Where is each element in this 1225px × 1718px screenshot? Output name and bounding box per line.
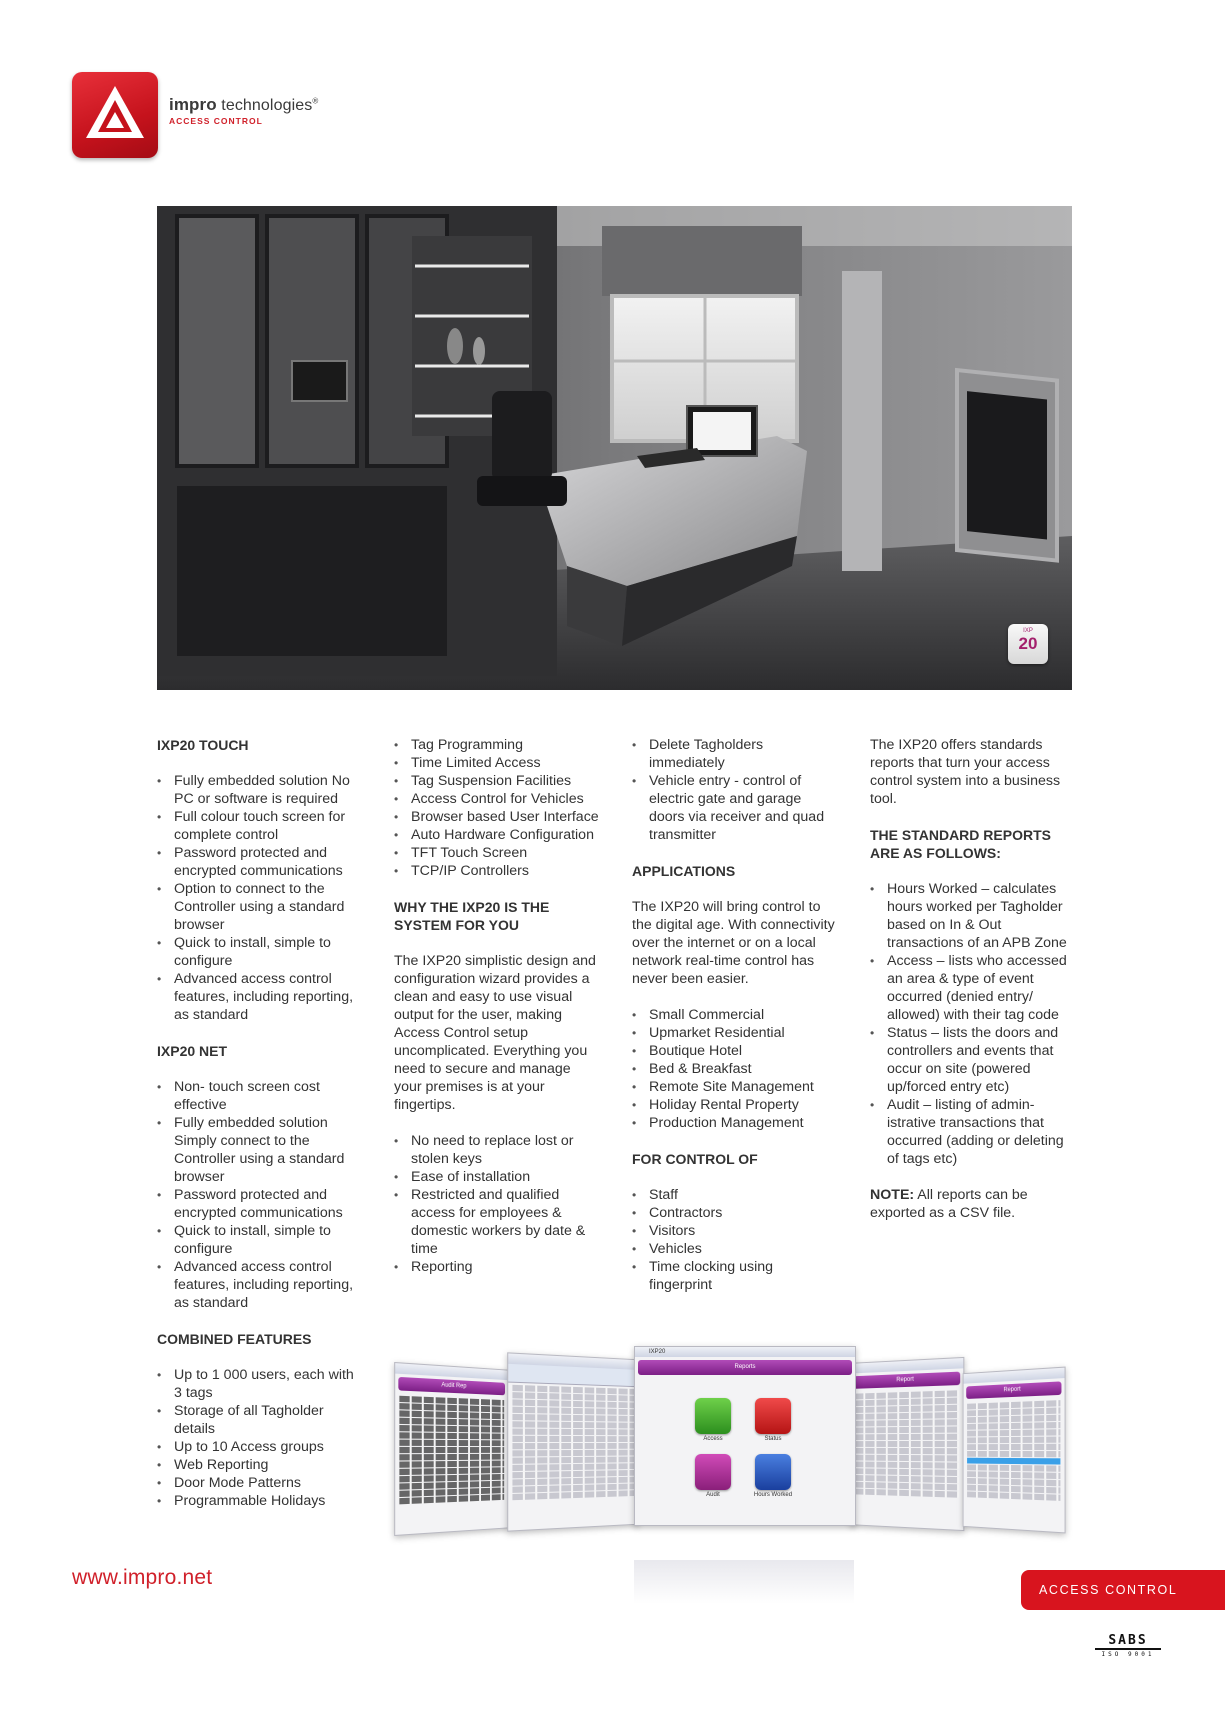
note-text: All reports can be exported as a CSV file. (870, 1187, 1028, 1221)
list-item: • Staff (632, 1186, 837, 1204)
access-report-window (850, 1357, 965, 1531)
main-window-title: IXP20 (635, 1347, 855, 1357)
list-item: • Fully embedded solution Simply connect to the Controller using a standard browser (157, 1114, 362, 1186)
ixp20-touch-heading: IXP20 TOUCH (157, 737, 249, 753)
spreadsheet-rows (508, 1383, 638, 1504)
extra-features-list (632, 736, 837, 844)
net-list (157, 1078, 362, 1312)
hours-worked-icon[interactable] (755, 1454, 791, 1490)
audit-report-window (394, 1362, 508, 1536)
reports-bar-label: Reports (734, 1364, 756, 1370)
brand-name-rest: technologies (216, 97, 313, 114)
list-item: • Up to 10 Access groups (157, 1438, 362, 1456)
registered-mark: ® (312, 96, 319, 106)
reports-intro: The IXP20 offers standards reports that turn your access control system into a business tool. (870, 737, 1061, 807)
list-item: • Tag Programming (394, 736, 599, 754)
reports-list (870, 880, 1075, 1168)
audit-report-icon[interactable] (695, 1454, 731, 1490)
column-3 (632, 736, 837, 1294)
access-report-bar: Report (853, 1372, 960, 1389)
impro-logo (72, 72, 158, 158)
audit-rows (395, 1393, 507, 1507)
list-item: • Audit – listing of admin- istrative transactions that occurred (adding or deleting of tags etc) (870, 1096, 1075, 1168)
list-item: • TFT Touch Screen (394, 844, 599, 862)
list-item: • Quick to install, simple to configure (157, 1222, 362, 1258)
list-item: • Programmable Holidays (157, 1492, 362, 1510)
brand-tagline: ACCESS CONTROL (169, 116, 263, 126)
list-item: • Reporting (394, 1258, 599, 1276)
combined-list (157, 1366, 362, 1510)
screenshot-reflection (634, 1560, 854, 1604)
spreadsheet-window (507, 1352, 639, 1531)
list-item: • Ease of installation (394, 1168, 599, 1186)
note (870, 1186, 1075, 1222)
list-item: • Status – lists the doors and controllers and events that occur on site (powered up/forced entry etc) (870, 1024, 1075, 1096)
applications-text: The IXP20 will bring control to the digital age. With connectivity over the internet or on a local network real-time control has never been easier. (632, 899, 835, 987)
ixp20-net-heading: IXP20 NET (157, 1043, 228, 1059)
brand-name (169, 95, 318, 115)
hours-worked-label: Hours Worked (753, 1492, 793, 1498)
status-report-icon[interactable] (755, 1398, 791, 1434)
list-item: • Upmarket Residential (632, 1024, 837, 1042)
list-item: • Advanced access control features, including reporting, as standard (157, 970, 362, 1024)
reports-heading-line-2: ARE AS FOLLOWS: (870, 845, 1001, 861)
list-item: • Bed & Breakfast (632, 1060, 837, 1078)
combined-features-heading: COMBINED FEATURES (157, 1331, 312, 1347)
status-rows (964, 1398, 1065, 1504)
status-label: Status (764, 1436, 782, 1442)
applications-heading: APPLICATIONS (632, 863, 736, 879)
column-2 (394, 736, 599, 1276)
list-item: • Hours Worked – calculates hours worked per Tagholder based on In & Out transactions of an APB Zone (870, 880, 1075, 952)
list-item: • Browser based User Interface (394, 808, 599, 826)
why-heading-line-2: SYSTEM FOR YOU (394, 917, 519, 933)
list-item: • Boutique Hotel (632, 1042, 837, 1060)
why-heading-line-1: WHY THE IXP20 IS THE (394, 899, 550, 915)
list-item: • Option to connect to the Controller using a standard browser (157, 880, 362, 934)
sabs-iso-mark (1095, 1634, 1161, 1658)
touch-list (157, 772, 362, 1024)
list-item: • Tag Suspension Facilities (394, 772, 599, 790)
note-label: NOTE: (870, 1187, 915, 1203)
list-item: • Contractors (632, 1204, 837, 1222)
list-item: • Fully embedded solution No PC or software is required (157, 772, 362, 808)
audit-label: Audit (706, 1492, 720, 1498)
column-1 (157, 736, 362, 1510)
badge-number: 20 (1018, 634, 1038, 653)
why-heading (394, 898, 599, 934)
badge-label: IXP (1023, 628, 1033, 634)
list-item: • Vehicles (632, 1240, 837, 1258)
software-screenshots (390, 1346, 1080, 1596)
list-item: • Web Reporting (157, 1456, 362, 1474)
list-item: • Restricted and qualified access for employees & domestic workers by date & time (394, 1186, 599, 1258)
status-report-window (963, 1367, 1066, 1534)
why-text: The IXP20 simplistic design and configuration wizard provides a clean and easy to use visual output for the user, making Access Control setup uncomplicated. Everything you need to secure and manage your premises is at your fingertips. (394, 953, 596, 1113)
list-item: • Non- touch screen cost effective (157, 1078, 362, 1114)
list-item: • Vehicle entry - control of electric gate and garage doors via receiver and quad transmitter (632, 772, 837, 844)
list-item: • Time Limited Access (394, 754, 599, 772)
reports-main-window (634, 1346, 856, 1526)
access-label: Access (703, 1436, 723, 1442)
benefits-list (394, 1132, 599, 1276)
list-item: • Production Management (632, 1114, 837, 1132)
list-item: • Quick to install, simple to configure (157, 934, 362, 970)
list-item: • No need to replace lost or stolen keys (394, 1132, 599, 1168)
list-item: • Auto Hardware Configuration (394, 826, 599, 844)
logo-triangle-icon (72, 72, 158, 158)
list-item: • Time clocking using fingerprint (632, 1258, 837, 1294)
brand-wordmark (169, 95, 318, 126)
column-4 (870, 736, 1075, 1222)
list-item: • Up to 1 000 users, each with 3 tags (157, 1366, 362, 1402)
control-of-heading: FOR CONTROL OF (632, 1151, 758, 1167)
list-item: • Visitors (632, 1222, 837, 1240)
list-item: • Full colour touch screen for complete control (157, 808, 362, 844)
hero-office-photo (157, 206, 1072, 690)
list-item: • Access – lists who accessed an area & type of event occurred (denied entry/ allowed) with their tag code (870, 952, 1075, 1024)
access-report-icon[interactable] (695, 1398, 731, 1434)
reports-heading-line-1: THE STANDARD REPORTS (870, 827, 1051, 843)
list-item: • Holiday Rental Property (632, 1096, 837, 1114)
list-item: • Remote Site Management (632, 1078, 837, 1096)
list-item: • Password protected and encrypted communications (157, 844, 362, 880)
list-item: • Password protected and encrypted communications (157, 1186, 362, 1222)
list-item: • Door Mode Patterns (157, 1474, 362, 1492)
features-list (394, 736, 599, 880)
reports-bar (638, 1360, 852, 1375)
status-report-bar: Report (966, 1381, 1061, 1399)
applications-list (632, 1006, 837, 1132)
sabs-label: SABS (1095, 1634, 1161, 1650)
audit-report-bar: Audit Rep (398, 1377, 505, 1395)
reports-heading (870, 826, 1075, 862)
office-illustration (157, 206, 1072, 690)
access-rows (851, 1388, 964, 1501)
access-control-band: ACCESS CONTROL (1021, 1570, 1225, 1610)
ixp20-badge (1008, 624, 1048, 664)
report-tiles (635, 1378, 855, 1518)
list-item: • Advanced access control features, including reporting, as standard (157, 1258, 362, 1312)
list-item: • TCP/IP Controllers (394, 862, 599, 880)
control-list (632, 1186, 837, 1294)
window-titlebar (851, 1358, 964, 1373)
website-url[interactable]: www.impro.net (72, 1566, 213, 1589)
brand-name-bold: impro (169, 95, 217, 114)
list-item: • Access Control for Vehicles (394, 790, 599, 808)
list-item: • Small Commercial (632, 1006, 837, 1024)
list-item: • Storage of all Tagholder details (157, 1402, 362, 1438)
iso-label: ISO 9001 (1101, 1651, 1155, 1658)
list-item: • Delete Tagholders immediately (632, 736, 837, 772)
